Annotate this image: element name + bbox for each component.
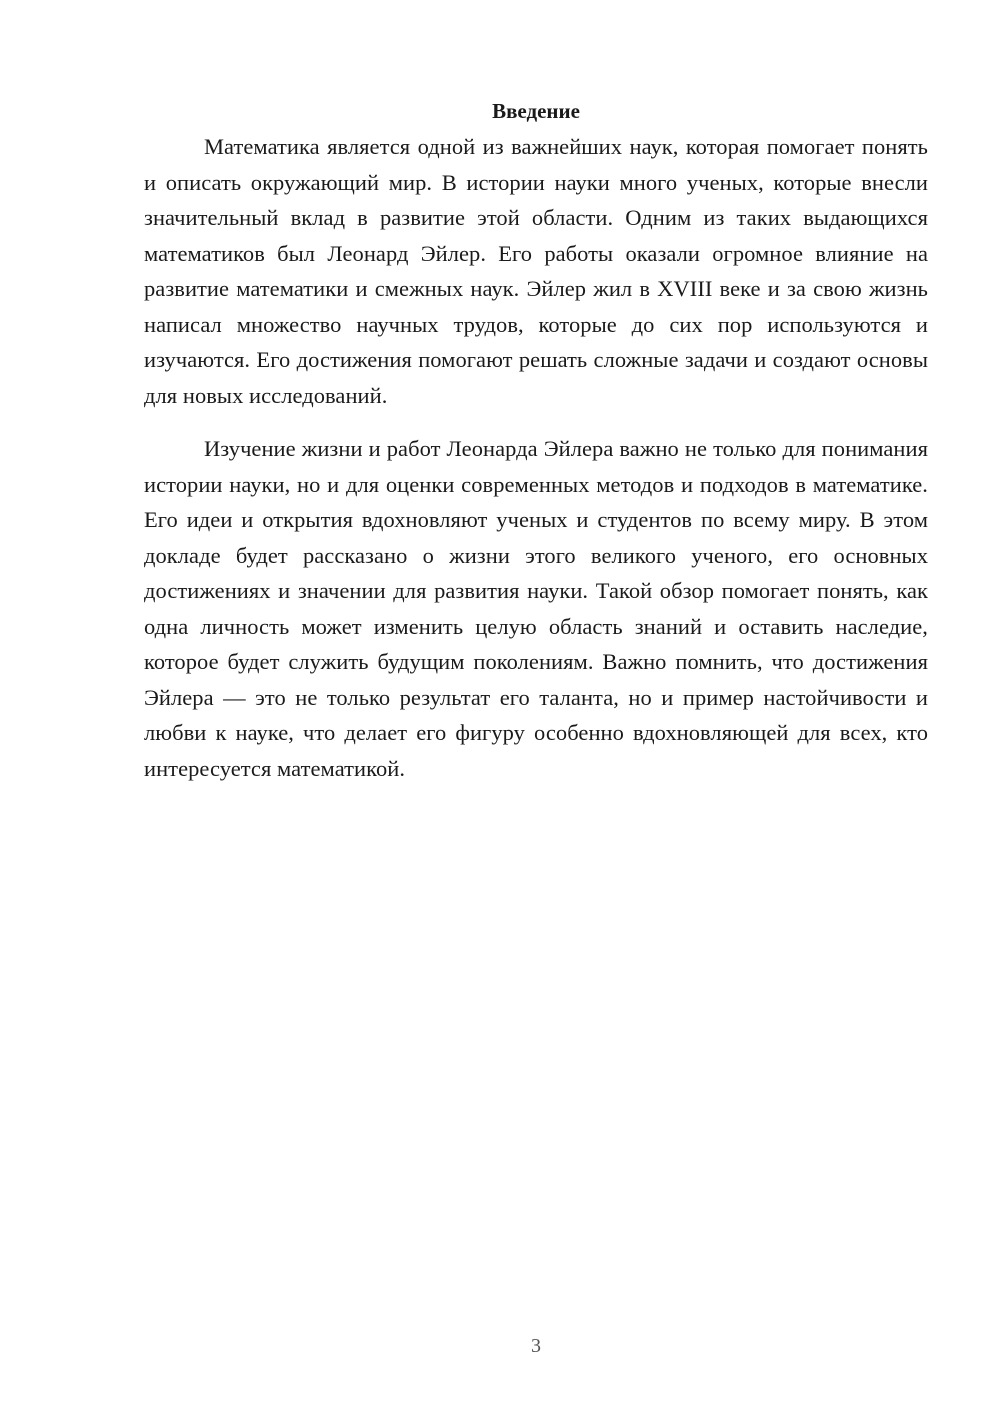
page-content — [144, 94, 928, 786]
paragraph-1: Математика является одной из важнейших наук, которая помогает понять и описать окружающий мир. В истории науки много ученых, которые внесли значительный вклад в развитие этой области. Одним из таких выдающихся математиков был Леонард Эйлер. Его работы оказали огромное влияние на развитие математики и смежных наук. Эйлер жил в XVIII веке и за свою жизнь написал множество научных трудов, которые до сих пор используются и изучаются. Его достижения помогают решать сложные задачи и создают основы для новых исследований. — [144, 134, 928, 408]
page-number: 3 — [531, 1335, 541, 1357]
paragraph-2: Изучение жизни и работ Леонарда Эйлера важно не только для понимания истории науки, но и для оценки современных методов и подходов в математике. Его идеи и открытия вдохновляют ученых и студентов по всему миру. В этом докладе будет рассказано о жизни этого великого ученого, его основных достижениях и значении для развития науки. Такой обзор помогает понять, как одна личность может изменить целую область знаний и оставить наследие, которое будет служить будущим поколениям. Важно помнить, что достижения Эйлера — это не только результат его таланта, но и пример настойчивости и любви к науке, что делает его фигуру особенно вдохновляющей для всех, кто интересуется математикой. — [144, 436, 928, 781]
section-heading: Введение — [492, 99, 580, 123]
